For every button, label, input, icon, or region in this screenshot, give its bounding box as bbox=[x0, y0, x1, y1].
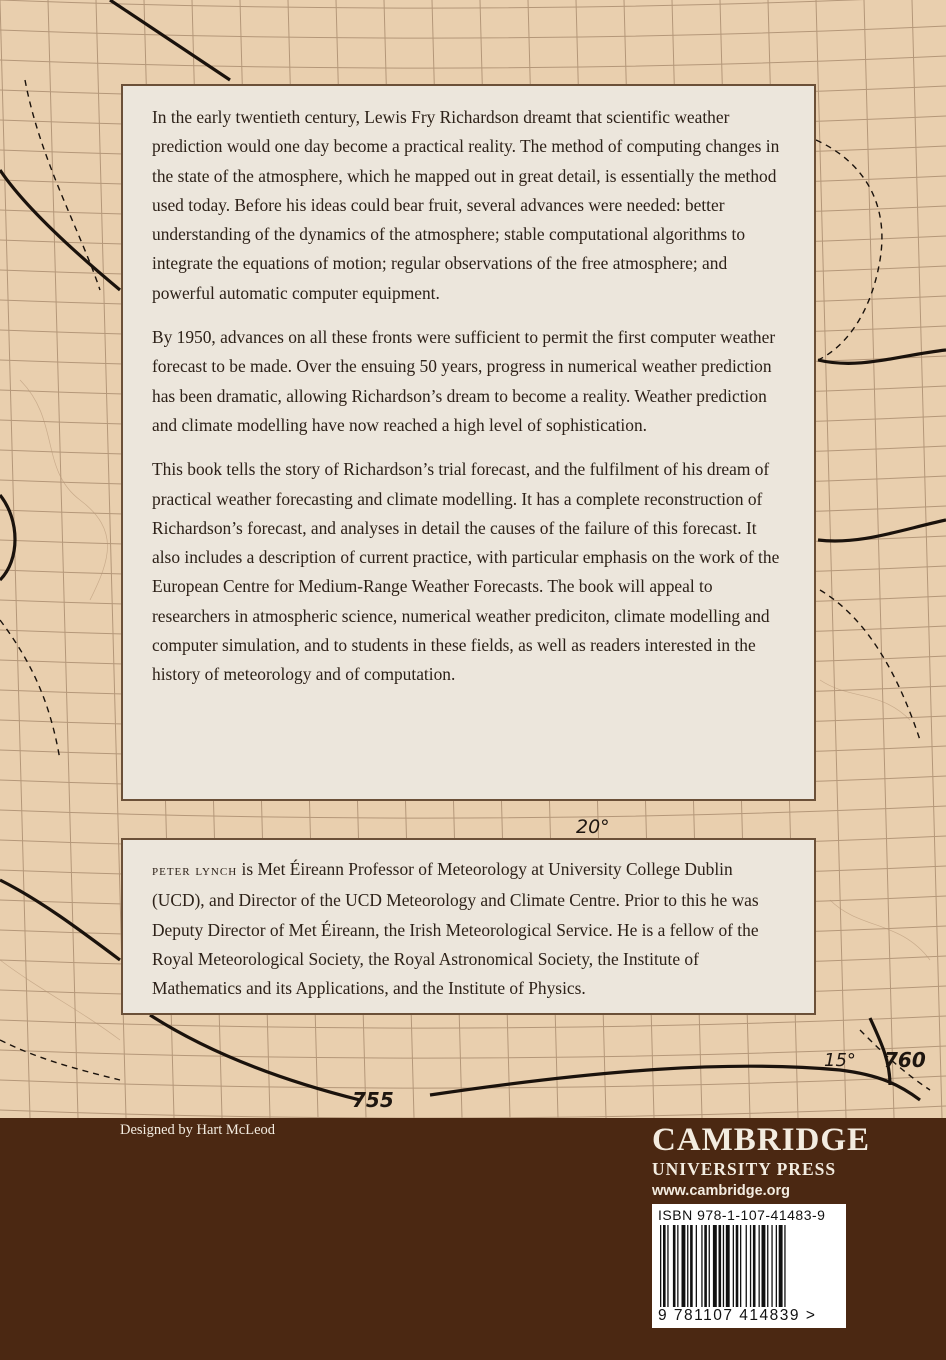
publisher-subtitle: UNIVERSITY PRESS bbox=[652, 1159, 837, 1179]
map-label-20-degrees: 20° bbox=[576, 816, 610, 838]
publisher-name: CAMBRIDGE bbox=[652, 1122, 871, 1158]
author-bio bbox=[152, 855, 788, 1003]
map-label-15-degrees: 15° bbox=[824, 1050, 856, 1071]
publisher-url: www.cambridge.org bbox=[652, 1183, 791, 1199]
summary-paragraph-2: By 1950, advances on all these fronts were sufficient to permit the first computer weather forecast to be made. Over the ensuing 50 years, progress in numerical weather prediction has been dramatic, allowing Richardson’s dream to become a reality. Weather prediction and climate modelling have now reached a high level of sophistication. bbox=[152, 327, 776, 435]
isbn-label: ISBN 978-1-107-41483-9 bbox=[658, 1207, 826, 1223]
summary-paragraph-1: In the early twentieth century, Lewis Fry Richardson dreamt that scientific weather prediction would one day become a practical reality. The method of computing changes in the state of the atmosphere, which he mapped out in great detail, is essentially the method used today. Before his ideas could bear fruit, several advances were needed: better understanding of the dynamics of the atmosphere; stable computational algorithms to integrate the equations of motion; regular observations of the free atmosphere; and powerful automatic computer equipment. bbox=[152, 107, 780, 303]
designer-credit: Designed by Hart McLeod bbox=[120, 1122, 276, 1138]
cover-footer bbox=[0, 1118, 946, 1360]
isbn-barcode bbox=[652, 1204, 846, 1328]
summary-paragraph-3: This book tells the story of Richardson’s trial forecast, and the fulfilment of his dream of practical weather forecasting and climate modelling. It has a complete reconstruction of Richardson’s forecast, and analyses in detail the causes of the failure of this forecast. It also includes a description of current practice, with particular emphasis on the work of the European Centre for Medium-Range Weather Forecasts. The book will appeal to researchers in atmospheric science, numerical weather prediciton, climate modelling and computer simulation, and to students in these fields, as well as readers interested in the history of meteorology and of computation. bbox=[152, 459, 780, 685]
book-summary-panel bbox=[121, 84, 816, 801]
barcode-bars bbox=[658, 1225, 840, 1307]
author-name: peter lynch bbox=[152, 863, 238, 879]
map-label-isobar-755: 755 bbox=[352, 1088, 394, 1112]
author-bio-panel bbox=[121, 838, 816, 1015]
map-label-isobar-760: 760 bbox=[884, 1048, 926, 1072]
author-bio-text: is Met Éireann Professor of Meteorology at University College Dublin (UCD), and Director of the UCD Meteorology and Climate Centre. Prior to this he was Deputy Director of Met Éireann, the Irish Meteorological Service. He is a fellow of the Royal Meteorological Society, the Royal Astronomical Society, the Institute of Mathematics and its Applications, and the Institute of Physics. bbox=[152, 859, 759, 999]
barcode-digits: 9 781107 414839 > bbox=[658, 1307, 817, 1324]
publisher-logo bbox=[652, 1122, 882, 1202]
